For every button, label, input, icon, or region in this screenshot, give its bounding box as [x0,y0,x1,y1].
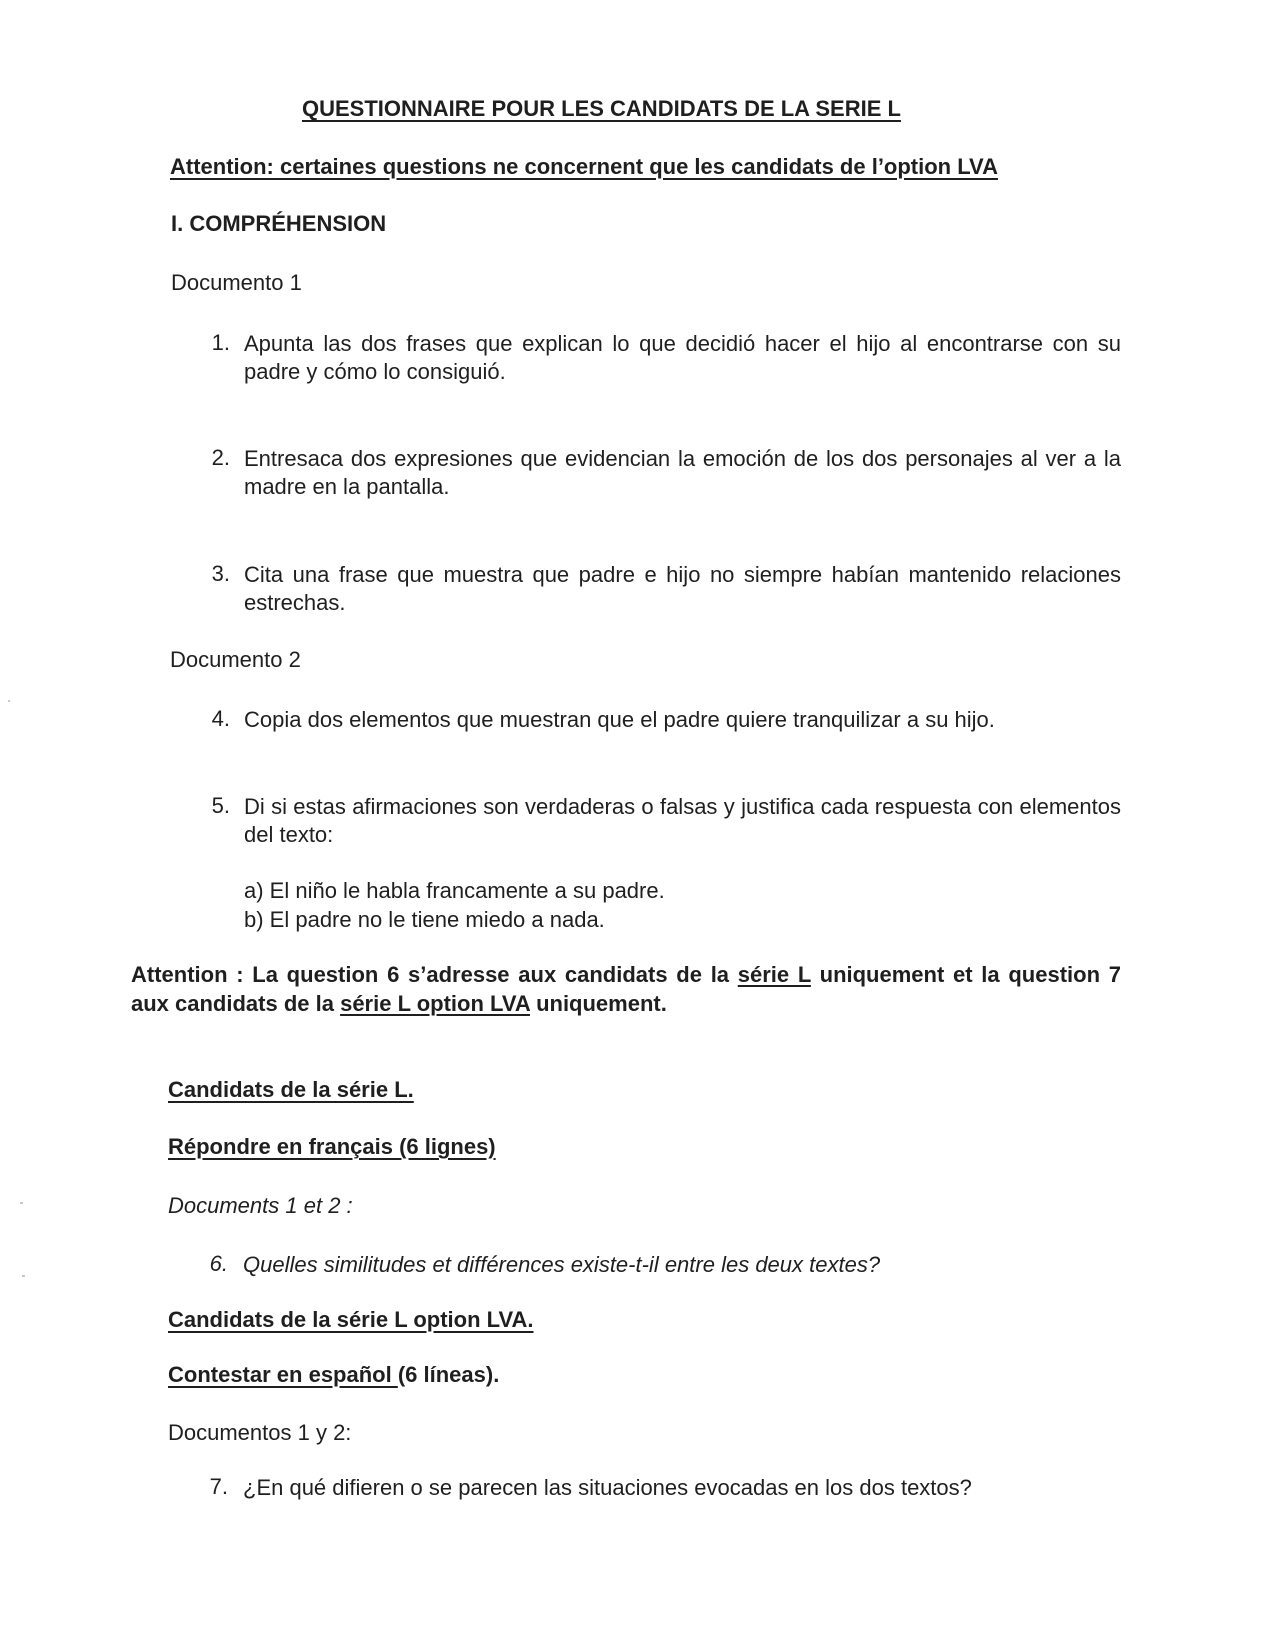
question-2-text: Entresaca dos expresiones que evidencian la emoción de los dos personajes al ver a la madre en la pantalla. [244,446,1121,499]
scan-speck [8,700,10,702]
document-2-label: Documento 2 [170,647,301,672]
instruction-underlined: Contestar en español [168,1362,398,1387]
question-4-text: Copia dos elementos que muestran que el padre quiere tranquilizar a su hijo. [244,707,995,732]
serie-l-reference: série L [737,962,811,987]
question-number: 7. [209,1474,228,1499]
lva-attention-heading: Attention: certaines questions ne concernent que les candidats de l’option LVA [170,154,998,179]
serie-l-documents-label: Documents 1 et 2 : [168,1193,353,1218]
question-7-text: ¿En qué difieren o se parecen las situaciones evocadas en los dos textos? [243,1475,972,1500]
section-heading: I. COMPRÉHENSION [171,211,387,236]
statement-b: b) El padre no le tiene miedo a nada. [244,907,605,932]
question-number: 4. [211,706,230,731]
question-1-text: Apunta las dos frases que explican lo que decidió hacer el hijo al encontrarse con su padre y cómo lo consiguió. [244,331,1121,384]
page-title: QUESTIONNAIRE POUR LES CANDIDATS DE LA SERIE L [302,96,901,121]
question-3-text: Cita una frase que muestra que padre e hijo no siempre habían mantenido relaciones estrechas. [244,562,1121,615]
serie-l-lva-reference: série L option LVA [340,991,530,1016]
document-1-label: Documento 1 [171,270,302,295]
question-number: 1. [211,330,230,355]
serie-l-instruction: Répondre en français (6 lignes) [168,1134,496,1159]
question-number: 6. [209,1251,228,1276]
question-6-text: Quelles similitudes et différences existe-t-il entre les deux textes? [243,1252,881,1277]
attention-text: Attention : La question 6 s’adresse aux candidats de la [131,962,738,987]
statement-a: a) El niño le habla francamente a su padre. [244,878,665,903]
serie-l-heading: Candidats de la série L. [168,1077,414,1102]
question-5-text: Di si estas afirmaciones son verdaderas o falsas y justifica cada respuesta con elementos del texto: [244,794,1121,847]
scan-speck [20,1202,23,1204]
question-number: 5. [211,793,230,818]
instruction-rest: (6 líneas). [397,1362,500,1387]
serie-l-lva-documents-label: Documentos 1 y 2: [168,1420,352,1445]
serie-l-lva-heading: Candidats de la série L option LVA. [168,1307,534,1332]
attention-text: uniquement. [529,991,667,1016]
serie-l-lva-instruction [168,1362,499,1388]
attention-text: uniquement et la question 7 aux candidats de la [131,962,1121,1016]
scan-speck [22,1275,25,1277]
attention-note [131,960,1121,1018]
question-number: 3. [211,561,230,586]
question-number: 2. [211,445,230,470]
